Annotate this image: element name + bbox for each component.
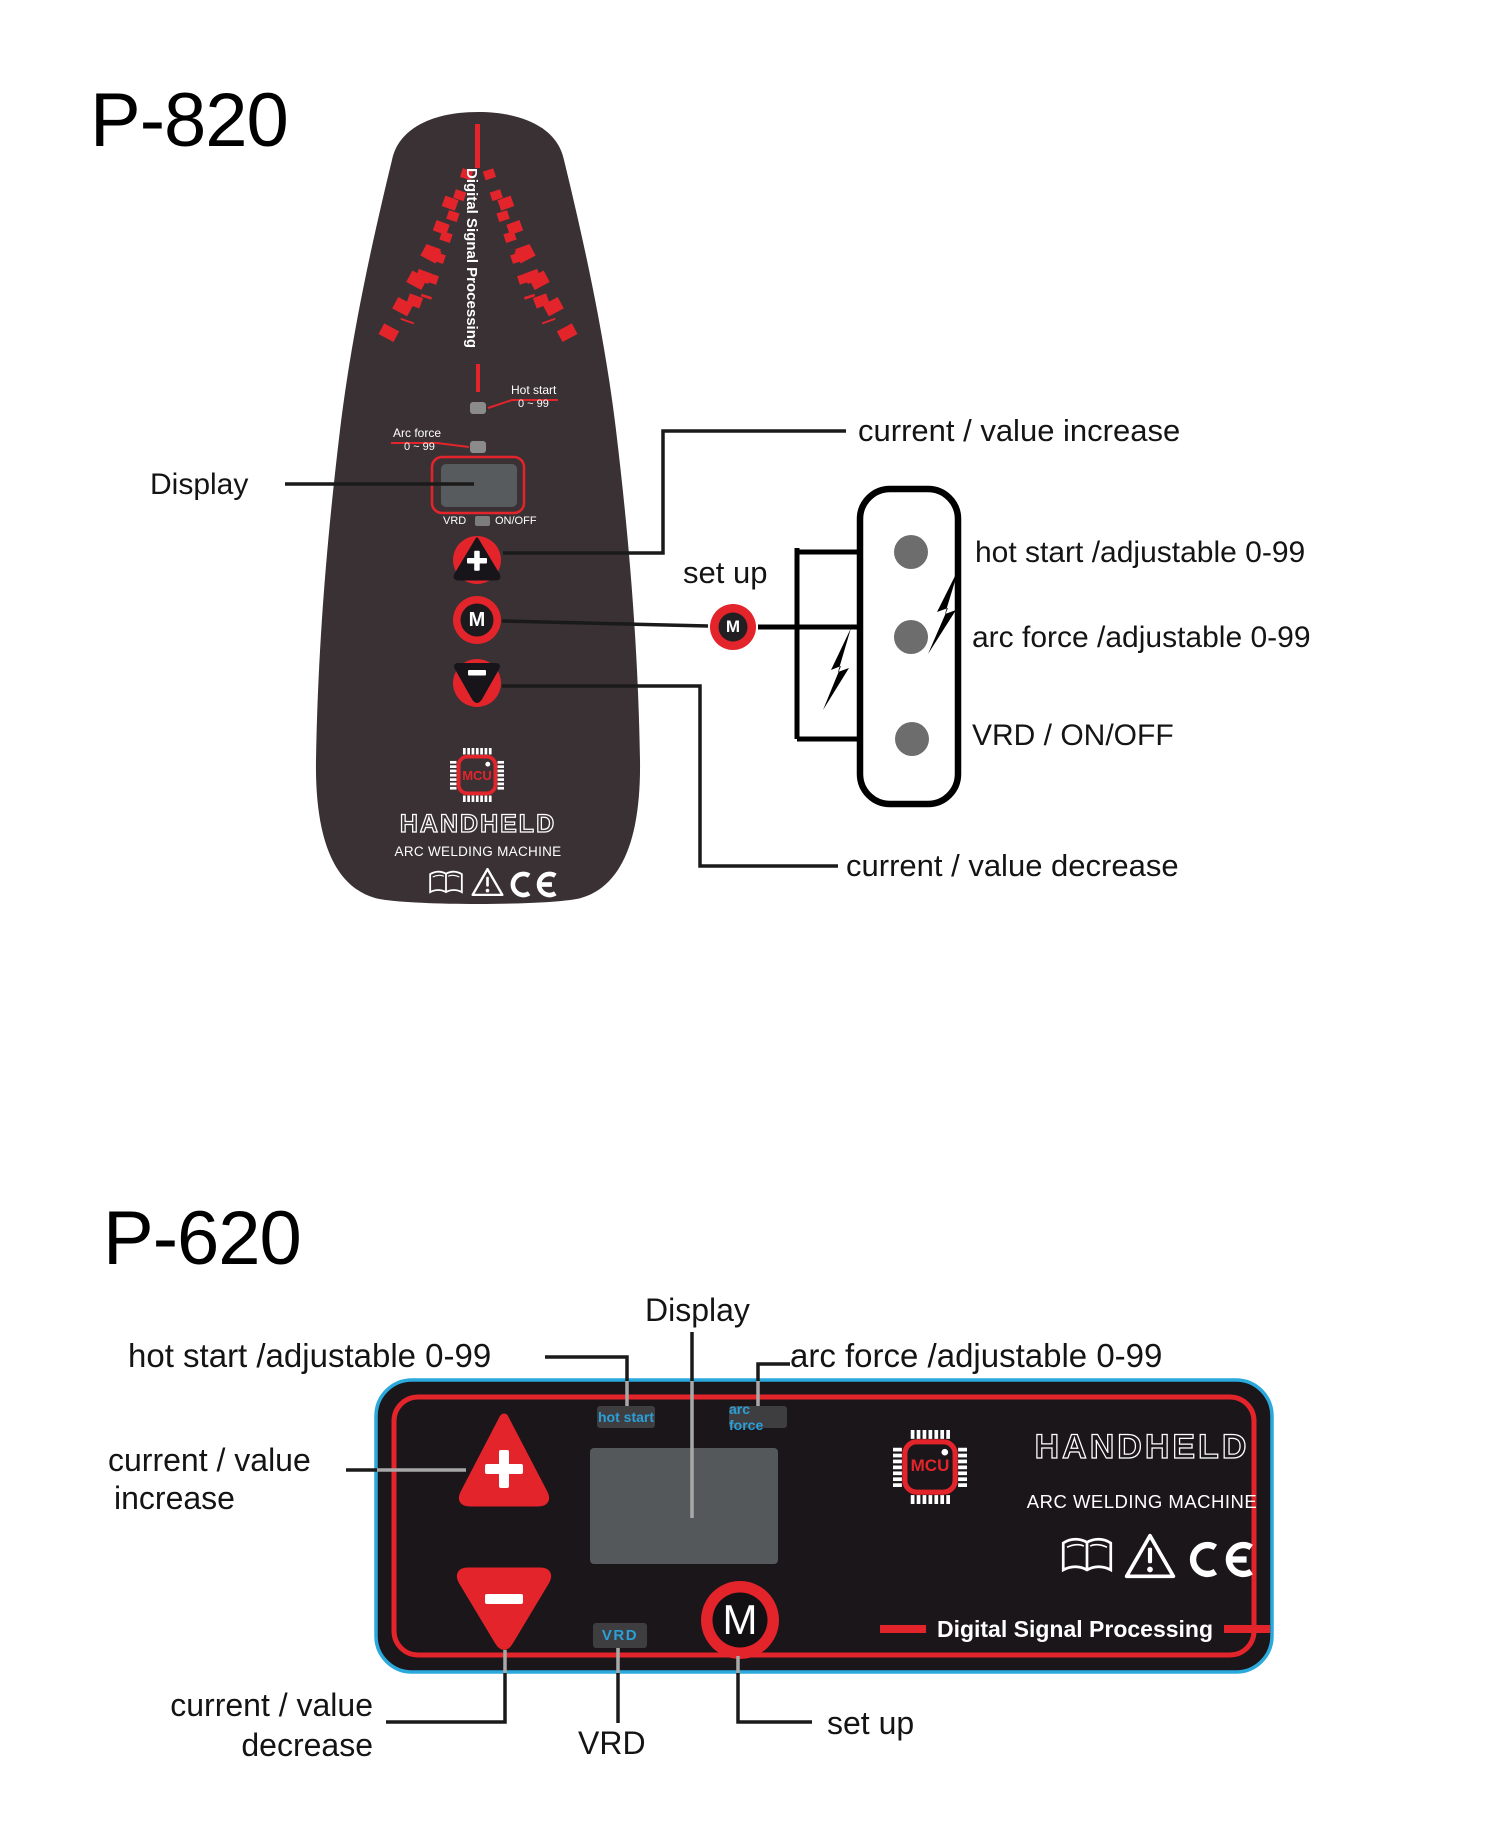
dsp-banner bbox=[880, 1612, 1270, 1646]
setup-callout-line-620 bbox=[738, 1673, 812, 1722]
setup-callout-label-620: set up bbox=[827, 1705, 915, 1741]
menu-dot-arc-force bbox=[894, 620, 928, 654]
mcu-label-820: MCU bbox=[462, 767, 492, 783]
decrease-callout-line2-620: decrease bbox=[241, 1727, 373, 1763]
vrd-label-820: VRD bbox=[443, 515, 467, 527]
hot-start-callout-line bbox=[545, 1357, 627, 1381]
vrd-badge: VRD bbox=[593, 1623, 647, 1648]
setup-callout-label-820: set up bbox=[683, 555, 768, 590]
hot-start-badge: hot start bbox=[597, 1406, 655, 1428]
menu-item-hot-start: hot start /adjustable 0-99 bbox=[975, 536, 1306, 569]
arc-force-range-820: 0 ~ 99 bbox=[404, 441, 435, 453]
increase-callout-line1-620: current / value bbox=[108, 1442, 311, 1478]
mcu-label-620: MCU bbox=[910, 1456, 950, 1476]
dsp-banner-dash-right bbox=[1224, 1625, 1270, 1633]
decrease-callout-label-820: current / value decrease bbox=[846, 848, 1179, 883]
display-screen-620 bbox=[590, 1448, 778, 1564]
menu-dot-vrd bbox=[895, 722, 929, 756]
minus-icon-620 bbox=[485, 1594, 523, 1604]
hot-start-callout-label-620: hot start /adjustable 0-99 bbox=[128, 1337, 492, 1374]
mode-button-label-820: M bbox=[468, 608, 486, 631]
brand-620: HANDHELD bbox=[1034, 1428, 1250, 1466]
dsp-banner-text: Digital Signal Processing bbox=[936, 1615, 1214, 1642]
increase-callout-line2-620: increase bbox=[114, 1480, 235, 1516]
brand-sub-620: ARC WELDING MACHINE bbox=[1026, 1491, 1258, 1512]
arc-force-badge: arc force bbox=[729, 1406, 787, 1428]
arc-force-led bbox=[470, 441, 486, 453]
vrd-callout-label-620: VRD bbox=[578, 1725, 646, 1761]
dsp-vertical-text: Digital Signal Processing bbox=[462, 168, 480, 349]
increase-callout-label-820: current / value increase bbox=[858, 413, 1181, 448]
menu-cycle-diagram bbox=[758, 489, 959, 804]
menu-bracket-lines bbox=[758, 548, 858, 739]
decrease-callout-line1-620: current / value bbox=[170, 1687, 373, 1723]
decrease-callout-line-620 bbox=[386, 1673, 505, 1722]
dsp-top-line bbox=[475, 124, 480, 168]
arc-force-callout-label-620: arc force /adjustable 0-99 bbox=[790, 1337, 1163, 1374]
brand-820: HANDHELD bbox=[399, 810, 557, 838]
increase-button bbox=[453, 536, 501, 584]
menu-item-vrd: VRD / ON/OFF bbox=[972, 719, 1174, 752]
hot-start-label-820: Hot start bbox=[511, 383, 557, 397]
minus-icon bbox=[468, 670, 486, 676]
setup-mode-icon-label: M bbox=[725, 617, 741, 637]
vrd-state-820: ON/OFF bbox=[495, 515, 537, 527]
display-callout-label-820: Display bbox=[150, 468, 249, 501]
p620-title: P-620 bbox=[103, 1196, 301, 1281]
vrd-led bbox=[475, 516, 490, 526]
dsp-bottom-line bbox=[476, 364, 480, 392]
hot-start-range-820: 0 ~ 99 bbox=[518, 398, 549, 410]
menu-item-arc-force: arc force /adjustable 0-99 bbox=[972, 621, 1311, 654]
arc-force-label-820: Arc force bbox=[393, 426, 442, 440]
hot-start-led bbox=[470, 402, 486, 414]
cycle-arrow-left bbox=[823, 628, 851, 710]
decrease-button bbox=[453, 659, 501, 707]
dsp-banner-dash-left bbox=[880, 1625, 926, 1633]
mode-button-label-620: M bbox=[722, 1596, 758, 1644]
brand-sub-820: ARC WELDING MACHINE bbox=[394, 844, 562, 859]
p820-title: P-820 bbox=[90, 78, 288, 163]
display-callout-label-620: Display bbox=[645, 1292, 750, 1328]
menu-dot-hot-start bbox=[894, 535, 928, 569]
